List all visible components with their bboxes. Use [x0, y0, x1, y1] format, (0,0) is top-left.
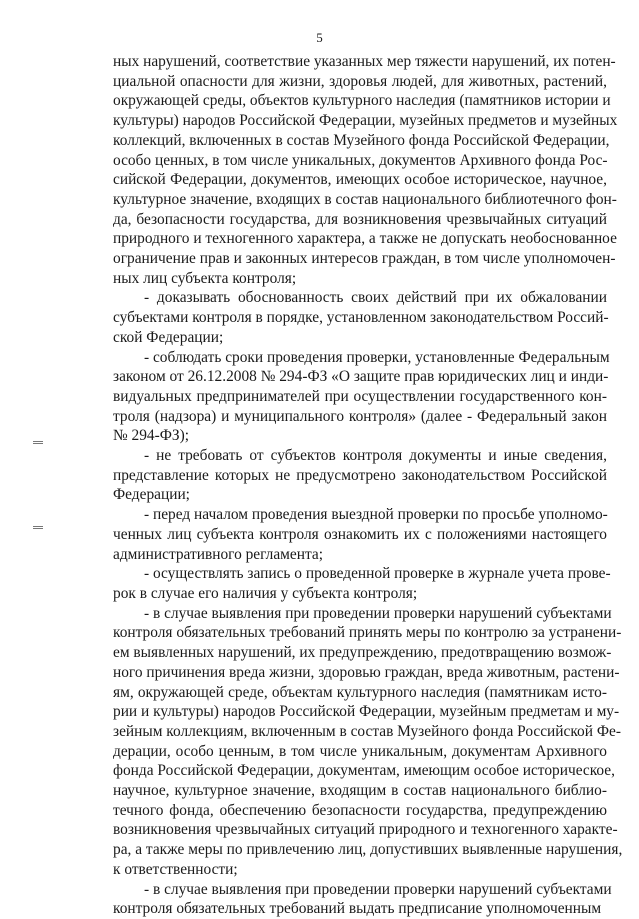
text-line: субъектами контроля в порядке, установленном законодательством Россий- — [113, 309, 609, 327]
text-line: ченных лиц субъекта контроля ознакомить их с положениями настоящего — [113, 525, 607, 543]
text-line: контроля обязательных требований выдать предписание уполномоченным — [113, 900, 602, 918]
text-line: № 294-ФЗ); — [113, 427, 190, 445]
text-line: культуры) народов Российской Федерации, музейных предметов и музейных — [113, 112, 618, 130]
text-line: ных нарушений, соответствие указанных мер тяжести нарушений, их потен- — [113, 53, 616, 70]
margin-scan-mark — [33, 441, 43, 445]
text-line: ской Федерации; — [113, 328, 224, 346]
text-line: - доказывать обоснованность своих действий при их обжаловании — [144, 289, 607, 307]
paragraph — [113, 348, 610, 447]
text-line: рок в случае его наличия у субъекта контроля; — [113, 584, 418, 602]
text-line: течного фонда, обеспечению безопасности государства, предупреждению — [113, 801, 607, 819]
text-line: природного и техногенного характера, а также не допускать необоснованное — [113, 230, 617, 248]
text-line: - не требовать от субъектов контроля документы и иные сведения, — [144, 447, 607, 465]
text-line: - соблюдать сроки проведения проверки, установленные Федеральным — [144, 348, 610, 366]
text-line: ем выявленных нарушений, их предупреждению, предотвращению возмож- — [113, 644, 612, 662]
text-line: циальной опасности для жизни, здоровья людей, для животных, растений, — [113, 72, 607, 90]
text-line: дерации, особо ценным, в том числе уникальным, документам Архивного — [113, 742, 607, 760]
page-number: 5 — [316, 30, 323, 45]
text-line: административного регламента; — [113, 545, 324, 563]
paragraph — [113, 505, 607, 564]
text-line: представление которых не предусмотрено законодательством Российской — [113, 466, 607, 484]
paragraph — [113, 288, 607, 347]
text-line: контроля обязательных требований принять меры по контролю за устранени- — [113, 624, 622, 642]
text-line: зейным коллекциям, включенным в состав Музейного фонда Российской Фе- — [113, 722, 621, 740]
paragraph — [113, 604, 623, 880]
text-line: сийской Федерации, документов, имеющих особое историческое, научное, — [113, 171, 607, 189]
text-line: да, безопасности государства, для возникновения чрезвычайных ситуаций — [113, 210, 607, 228]
text-line: коллекций, включенных в состав Музейного фонда Российской Федерации, — [113, 131, 610, 149]
document-body — [113, 52, 623, 919]
text-line: законом от 26.12.2008 № 294-ФЗ «О защите прав юридических лиц и инди- — [113, 368, 609, 386]
paragraph — [113, 52, 618, 288]
text-line: - в случае выявления при проведении проверки нарушений субъектами — [144, 880, 612, 898]
text-line: возникновения чрезвычайных ситуаций природного и техногенного характе- — [113, 821, 618, 839]
paragraph — [113, 564, 611, 603]
text-line: ограничение прав и законных интересов граждан, в том числе уполномочен- — [113, 250, 616, 268]
text-line: особо ценных, в том числе уникальных, документов Архивного фонда Рос- — [113, 151, 608, 169]
text-line: научное, культурное значение, входящим в состав национального библио- — [113, 782, 607, 800]
text-line: к ответственности; — [113, 860, 238, 878]
margin-scan-mark — [33, 526, 43, 530]
text-line: - осуществлять запись о проведенной проверке в журнале учета прове- — [144, 565, 611, 583]
paragraph — [113, 446, 607, 505]
text-line: - в случае выявления при проведении проверки нарушений субъектами — [144, 604, 612, 622]
text-line: ного причинения вреда жизни, здоровью граждан, вреда животным, растени- — [113, 663, 620, 681]
paragraph — [113, 880, 612, 919]
text-line: ям, окружающей среде, объектам культурного наследия (памятникам исто- — [113, 683, 607, 701]
text-line: видуальных предпринимателей при осуществлении государственного кон- — [113, 387, 607, 405]
text-line: культурное значение, входящих в состав национального библиотечного фон- — [113, 190, 617, 208]
text-line: ных лиц субъекта контроля; — [113, 269, 297, 287]
text-line: ра, а также меры по привлечению лиц, допустивших выявленные нарушения, — [113, 841, 623, 859]
text-line: троля (надзора) и муниципального контроля» (далее - Федеральный закон — [113, 407, 607, 425]
text-line: - перед началом проведения выездной проверки по просьбе уполномо- — [144, 506, 608, 524]
text-line: рии и культуры) народов Российской Федерации, музейным предметам и му- — [113, 703, 620, 721]
text-line: фонда Российской Федерации, документам, имеющим особое историческое, — [113, 762, 615, 780]
text-line: окружающей среды, объектов культурного наследия (памятников истории и — [113, 92, 611, 110]
text-line: Федерации; — [113, 486, 190, 504]
